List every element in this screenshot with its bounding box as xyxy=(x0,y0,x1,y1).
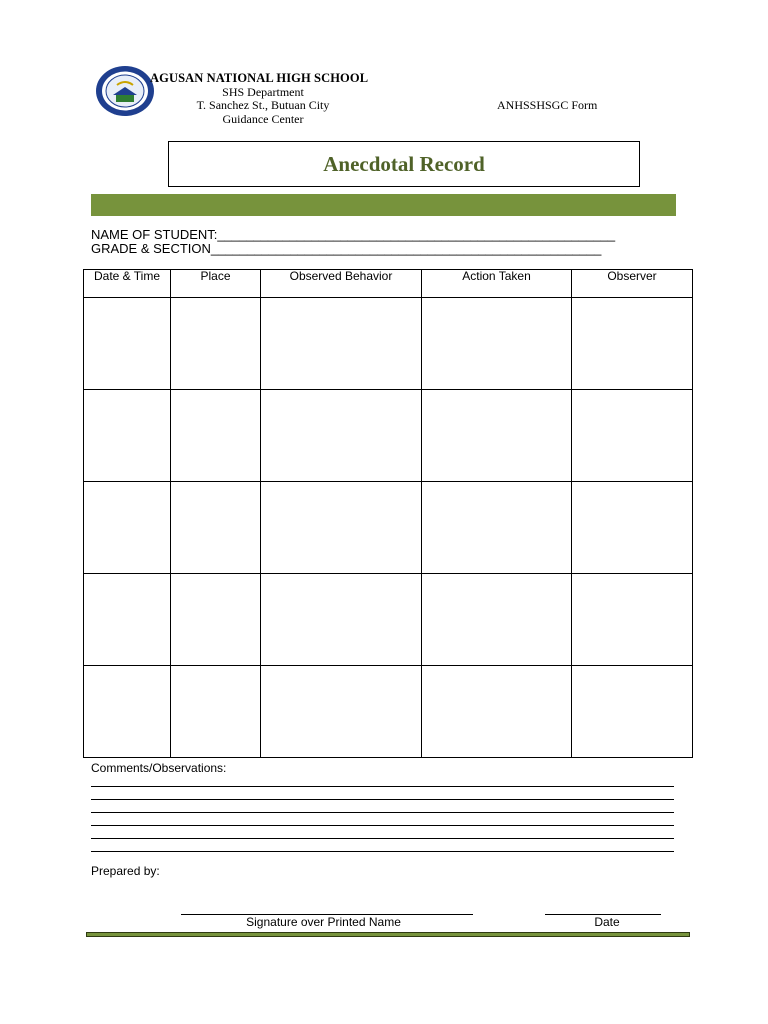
table-cell[interactable] xyxy=(171,390,261,482)
table-header-row xyxy=(84,270,693,298)
department: SHS Department xyxy=(222,85,304,99)
grade-section-blank: ______________________________________________________ xyxy=(210,241,602,256)
table-cell[interactable] xyxy=(84,574,171,666)
student-name-label: NAME OF STUDENT: xyxy=(91,227,218,242)
comment-line[interactable] xyxy=(91,799,674,800)
table-cell[interactable] xyxy=(422,298,572,390)
comments-label: Comments/Observations: xyxy=(91,761,227,775)
col-date-time: Date & Time xyxy=(84,270,171,298)
table-cell[interactable] xyxy=(261,574,422,666)
comment-line[interactable] xyxy=(91,838,674,839)
table-cell[interactable] xyxy=(171,298,261,390)
table-cell[interactable] xyxy=(171,574,261,666)
school-seal-icon xyxy=(95,65,155,117)
table-cell[interactable] xyxy=(422,666,572,758)
signature-label: Signature over Printed Name xyxy=(246,915,401,929)
anecdotal-table xyxy=(83,269,693,758)
address: T. Sanchez St., Butuan City xyxy=(196,98,330,112)
table-cell[interactable] xyxy=(422,574,572,666)
col-place: Place xyxy=(171,270,261,298)
table-cell[interactable] xyxy=(261,666,422,758)
table-cell[interactable] xyxy=(572,666,693,758)
grade-section-label: GRADE & SECTION xyxy=(91,241,211,256)
title-box xyxy=(168,141,640,187)
col-action-taken: Action Taken xyxy=(422,270,572,298)
table-row xyxy=(84,390,693,482)
table-cell[interactable] xyxy=(422,482,572,574)
table-cell[interactable] xyxy=(422,390,572,482)
table-cell[interactable] xyxy=(84,666,171,758)
footer-bar xyxy=(86,932,690,937)
student-name-field xyxy=(91,228,615,242)
form-code: ANHSSHSGC Form xyxy=(497,98,598,112)
table-cell[interactable] xyxy=(572,298,693,390)
table-row xyxy=(84,666,693,758)
table-cell[interactable] xyxy=(572,574,693,666)
table-row xyxy=(84,298,693,390)
table-cell[interactable] xyxy=(261,482,422,574)
table-cell[interactable] xyxy=(171,482,261,574)
col-observed-behavior: Observed Behavior xyxy=(261,270,422,298)
table-cell[interactable] xyxy=(261,390,422,482)
table-cell[interactable] xyxy=(84,298,171,390)
table-cell[interactable] xyxy=(572,482,693,574)
grade-section-field xyxy=(91,242,601,256)
comment-line[interactable] xyxy=(91,786,674,787)
comment-line[interactable] xyxy=(91,851,674,852)
table-cell[interactable] xyxy=(572,390,693,482)
table-cell[interactable] xyxy=(171,666,261,758)
table-cell[interactable] xyxy=(84,390,171,482)
table-row xyxy=(84,482,693,574)
accent-bar xyxy=(91,194,676,216)
table-row xyxy=(84,574,693,666)
table-cell[interactable] xyxy=(261,298,422,390)
comment-line[interactable] xyxy=(91,812,674,813)
comment-line[interactable] xyxy=(91,825,674,826)
page-title: Anecdotal Record xyxy=(323,151,485,176)
date-label: Date xyxy=(594,915,620,929)
student-name-blank: _______________________________________________________ xyxy=(217,227,616,242)
prepared-by-label: Prepared by: xyxy=(91,864,160,878)
col-observer: Observer xyxy=(572,270,693,298)
school-name: AGUSAN NATIONAL HIGH SCHOOL xyxy=(150,71,369,85)
office: Guidance Center xyxy=(222,112,304,126)
table-cell[interactable] xyxy=(84,482,171,574)
